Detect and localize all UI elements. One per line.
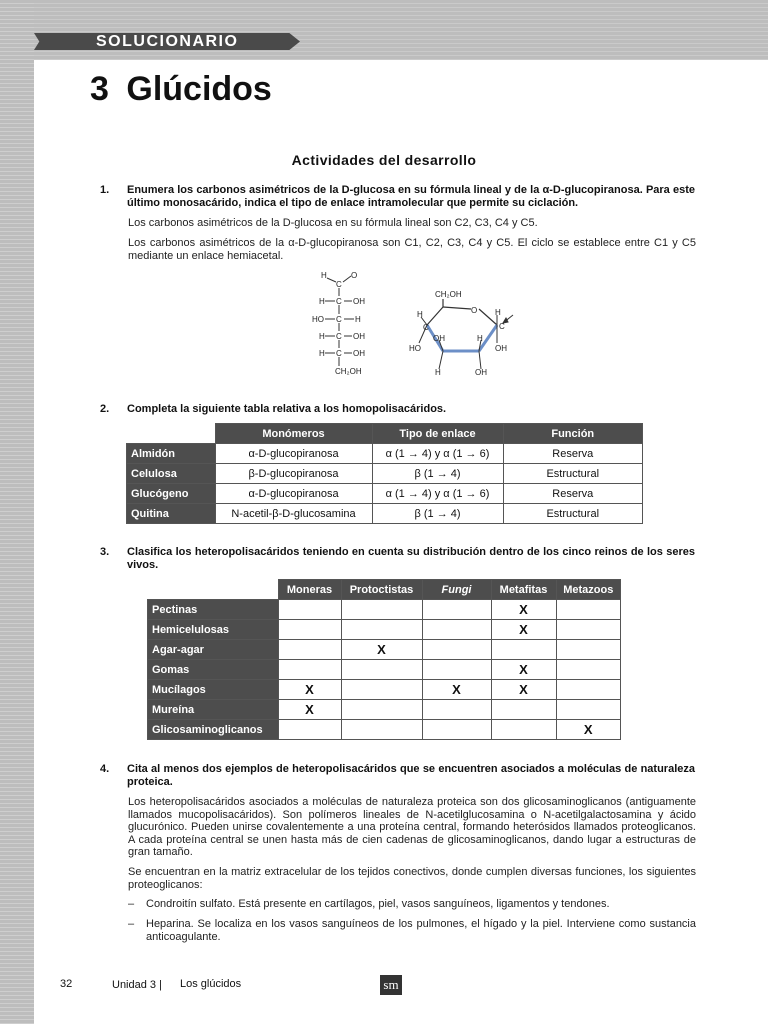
header-band [0,0,768,60]
formula-label: HO [409,344,421,353]
table-header-row [148,580,621,600]
table-cell [341,720,422,740]
table-cell [556,660,621,680]
table-row [148,720,621,740]
table-cell [341,660,422,680]
table-cell: α (1 → 4) y α (1 → 6) [372,444,503,464]
row-header: Gomas [148,660,279,680]
question-1-answer-2: Los carbonos asimétricos de la α-D-glucopiranosa son C1, C2, C3, C4 y C5. El ciclo se establece entre C1 y C5 mediante un enlace hemiacetal. [128,237,696,262]
table-cell [422,660,491,680]
footer-topic: Los glúcidos [180,978,242,990]
table-cell: X [491,620,556,640]
formula-label: OH [433,334,445,343]
table-cell [491,700,556,720]
formula-label: OH [353,297,365,306]
formula-label: CH₂OH [435,290,462,299]
table-cell [278,600,341,620]
table-cell: X [491,660,556,680]
table-cell [422,620,491,640]
formula-label: H [319,332,325,341]
row-header: Quitina [127,504,216,524]
table-cell: X [341,640,422,660]
table-cell: X [278,700,341,720]
row-header: Hemicelulosas [148,620,279,640]
table-header: Metazoos [556,580,621,600]
table-row [127,444,643,464]
table-cell: α-D-glucopiranosa [215,444,372,464]
table-cell [422,640,491,660]
table-cell [556,620,621,640]
heteropolysaccharide-table [147,579,621,740]
table-row [127,464,643,484]
formula-label: C [336,332,342,341]
formula-label: H [417,310,423,319]
table-cell: N-acetil-β-D-glucosamina [215,504,372,524]
formula-label: O [351,271,358,280]
table-cell [556,600,621,620]
table-header: Monómeros [215,424,372,444]
question-4-answer-1: Los heteropolisacáridos asociados a moléculas de naturaleza proteica son dos glicosaminoglicanos (antiguamente llamados mucopolisacáridos). Son polímeros lineales de N-acetilglucosamina o N-acetilgalactosamina y ácido glucurónico. Pueden unirse covalentemente a una proteína central, formando heterósidos llamados proteoglicanos. A cada proteína central se unen hasta más de cien cadenas de glicosaminoglicanos, dando lugar a estructuras de gran tamaño. [128,796,696,858]
formula-label: C [336,315,342,324]
question-2-text: Completa la siguiente tabla relativa a los homopolisacáridos. [127,403,447,415]
formula-label: H [355,315,361,324]
table-header: Tipo de enlace [372,424,503,444]
table-cell [341,600,422,620]
question-1-number: 1. [100,184,110,196]
row-header: Almidón [127,444,216,464]
formula-label: C [423,323,429,332]
chapter-number: 3 [90,70,109,108]
question-1-text: Enumera los carbonos asimétricos de la D-glucosa en su fórmula lineal y de la α-D-glucopiranosa. Para este último monosacárido, indica el tipo de enlace intramolecular que permite su ciclación. [127,184,695,209]
formula-label: OH [353,332,365,341]
formula-label: H [319,349,325,358]
table-cell: X [422,680,491,700]
table-row [148,680,621,700]
table-cell [491,640,556,660]
formula-label: C [336,349,342,358]
table-cell [341,620,422,640]
question-2-number: 2. [100,403,110,415]
homopolysaccharide-table [126,423,643,524]
table-cell: β (1 → 4) [372,464,503,484]
table-cell [491,720,556,740]
table-cell [422,600,491,620]
table-cell: X [278,680,341,700]
table-row [127,504,643,524]
table-row [148,660,621,680]
question-4-number: 4. [100,763,110,775]
table-row [148,700,621,720]
table-cell: X [491,680,556,700]
footer-unit: Unidad 3 | [112,979,162,991]
row-header: Celulosa [127,464,216,484]
table-header: Moneras [278,580,341,600]
question-3-number: 3. [100,546,110,558]
formula-label: C [499,322,505,331]
table-row [127,484,643,504]
formula-label: H [435,368,441,377]
section-title: Actividades del desarrollo [291,152,477,168]
row-header: Mureína [148,700,279,720]
glucose-linear-formula [305,266,380,382]
bullet-item: Heparina. Se localiza en los vasos sanguíneos de los pulmones, el hígado y la piel. Interviene como sustancia anticoagulante. [146,918,696,943]
table-cell: X [491,600,556,620]
table-cell: Reserva [503,484,643,504]
table-cell: β-D-glucopiranosa [215,464,372,484]
bullet-item: Condroitín sulfato. Está presente en cartílagos, piel, vasos sanguíneos, ligamentos y tendones. [146,898,610,910]
table-cell [556,700,621,720]
table-cell [278,640,341,660]
row-header: Glucógeno [127,484,216,504]
page-number: 32 [60,978,73,990]
formula-label: H [477,334,483,343]
table-cell: Estructural [503,464,643,484]
table-cell [341,680,422,700]
formula-label: OH [353,349,365,358]
table-cell [422,700,491,720]
header-ribbon-label: SOLUCIONARIO [96,33,239,50]
table-corner [148,580,279,600]
row-header: Agar-agar [148,640,279,660]
formula-label: HO [312,315,324,324]
bullet-dash: – [128,918,135,930]
question-3-text: Clasifica los heteropolisacáridos teniendo en cuenta su distribución dentro de los cinco reinos de los seres vivos. [127,546,695,571]
formula-label: O [471,306,478,315]
table-cell [556,680,621,700]
chapter-title [90,70,272,109]
table-cell [278,620,341,640]
row-header: Glicosaminoglicanos [148,720,279,740]
chapter-name: Glúcidos [126,70,272,108]
row-header: Pectinas [148,600,279,620]
formula-label: H [495,308,501,317]
table-header: Metafitas [491,580,556,600]
table-cell [278,720,341,740]
table-cell [341,700,422,720]
table-cell: α (1 → 4) y α (1 → 6) [372,484,503,504]
formula-label: OH [475,368,487,377]
table-cell [422,720,491,740]
question-4-text: Cita al menos dos ejemplos de heteropolisacáridos que se encuentren asociados a moléculas de naturaleza proteica. [127,763,695,788]
table-cell: α-D-glucopiranosa [215,484,372,504]
bullet-dash: – [128,898,135,910]
table-cell: Reserva [503,444,643,464]
formula-label: CH₂OH [335,367,362,376]
table-corner [127,424,216,444]
table-row [148,620,621,640]
table-cell: Estructural [503,504,643,524]
question-4-answer-2: Se encuentran en la matriz extracelular de los tejidos conectivos, donde cumplen diversas funciones, los siguientes proteoglicanos: [128,866,696,891]
table-cell [556,640,621,660]
table-header: Función [503,424,643,444]
publisher-logo: sm [380,975,402,995]
formula-label: OH [495,344,507,353]
formula-label: H [319,297,325,306]
table-cell [278,660,341,680]
row-header: Mucílagos [148,680,279,700]
question-1-answer-1: Los carbonos asimétricos de la D-glucosa en su fórmula lineal son C2, C3, C4 y C5. [128,217,538,229]
table-row [148,600,621,620]
table-row [148,640,621,660]
glucopyranose-ring-formula [405,285,525,380]
table-cell: β (1 → 4) [372,504,503,524]
formula-label: C [336,280,342,289]
table-header-row [127,424,643,444]
table-cell: X [556,720,621,740]
table-header: Fungi [422,580,491,600]
formula-label: C [336,297,342,306]
table-header: Protoctistas [341,580,422,600]
formula-label: H [321,271,327,280]
